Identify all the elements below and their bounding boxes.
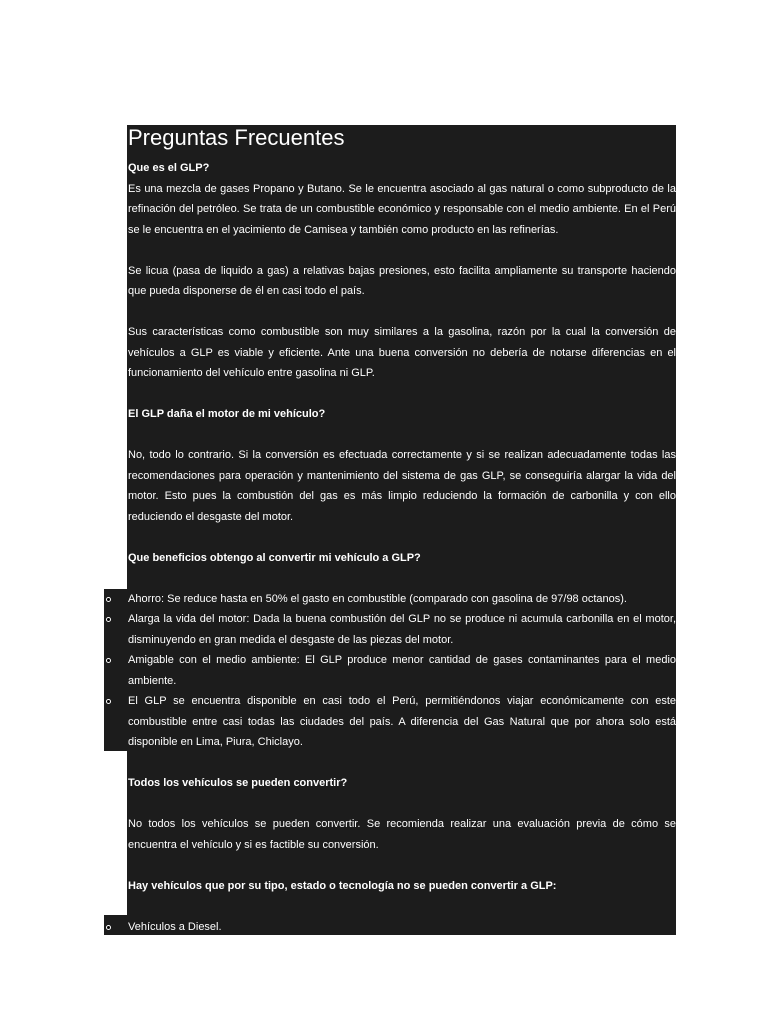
bullet-icon [106, 597, 111, 602]
spacer [128, 302, 676, 323]
question-engine-damage: El GLP daña el motor de mi vehículo? [128, 408, 326, 420]
spacer [128, 568, 676, 589]
bullet-icon [106, 658, 111, 663]
bullet-icon [106, 925, 111, 930]
bullet-icon [106, 699, 111, 704]
spacer [128, 425, 676, 446]
bullet-strip [104, 589, 128, 751]
answer-paragraph: Sus características como combustible son muy similares a la gasolina, razón por la cual la conversión de vehículos a GLP es viable y eficiente. Ante una buena conversión no debería de notarse diferencias en el funcionamiento del vehículo entre gasolina ni GLP. [128, 326, 676, 379]
list-item [128, 589, 676, 610]
question-all-vehicles: Todos los vehículos se pueden convertir? [128, 777, 348, 789]
question-what-is-glp: Que es el GLP? [128, 162, 210, 174]
list-item-text: Ahorro: Se reduce hasta en 50% el gasto en combustible (comparado con gasolina de 97/98 octanos). [128, 592, 627, 605]
question-benefits: Que beneficios obtengo al convertir mi vehículo a GLP? [128, 551, 421, 564]
spacer [128, 753, 676, 774]
list-item [128, 917, 676, 938]
benefits-list [128, 589, 676, 753]
bullet-icon [106, 617, 111, 622]
spacer [128, 855, 676, 876]
page-title: Preguntas Frecuentes [128, 125, 345, 150]
spacer [128, 794, 676, 815]
answer-paragraph: No todos los vehículos se pueden convertir. Se recomienda realizar una evaluación previa de cómo se encuentra el vehículo y si es factible su conversión. [128, 818, 676, 851]
question-non-convertible: Hay vehículos que por su tipo, estado o tecnología no se pueden convertir a GLP: [128, 879, 557, 892]
answer-paragraph: Se licua (pasa de liquido a gas) a relativas bajas presiones, esto facilita ampliamente su transporte haciendo que pueda disponerse de él en casi todo el país. [128, 264, 676, 297]
faq-content [128, 122, 676, 937]
list-item-text: Vehículos a Diesel. [128, 920, 222, 933]
answer-paragraph: No, todo lo contrario. Si la conversión es efectuada correctamente y si se realizan adecuadamente todas las recomendaciones para operación y mantenimiento del sistema de gas GLP, se conseguiría alargar la vida del motor. Esto pues la combustión del gas es más limpio reduciendo la formación de carbonilla y con ello reduciendo el desgaste del motor. [128, 449, 676, 523]
list-item [128, 691, 676, 753]
spacer [128, 240, 676, 261]
exclusions-list [128, 917, 676, 938]
answer-paragraph: Es una mezcla de gases Propano y Butano. Se le encuentra asociado al gas natural o como subproducto de la refinación del petróleo. Se trata de un combustible económico y responsable con el medio ambiente. En el Perú se le encuentra en el yacimiento de Camisea y también como producto en las refinerías. [128, 182, 676, 236]
list-item-text: Alarga la vida del motor: Dada la buena combustión del GLP no se produce ni acumula carbonilla en el motor, disminuyendo en gran medida el desgaste de las piezas del motor. [128, 613, 676, 646]
list-item-text: Amigable con el medio ambiente: El GLP produce menor cantidad de gases contaminantes para el medio ambiente. [128, 654, 676, 687]
spacer [128, 896, 676, 917]
list-item [128, 609, 676, 650]
spacer [128, 527, 676, 548]
spacer [128, 384, 676, 405]
list-item-text: El GLP se encuentra disponible en casi todo el Perú, permitiéndonos viajar económicamente con este combustible entre casi todas las ciudades del país. A diferencia del Gas Natural que por ahora solo está disponible en Lima, Piura, Chiclayo. [128, 695, 676, 748]
list-item [128, 650, 676, 691]
